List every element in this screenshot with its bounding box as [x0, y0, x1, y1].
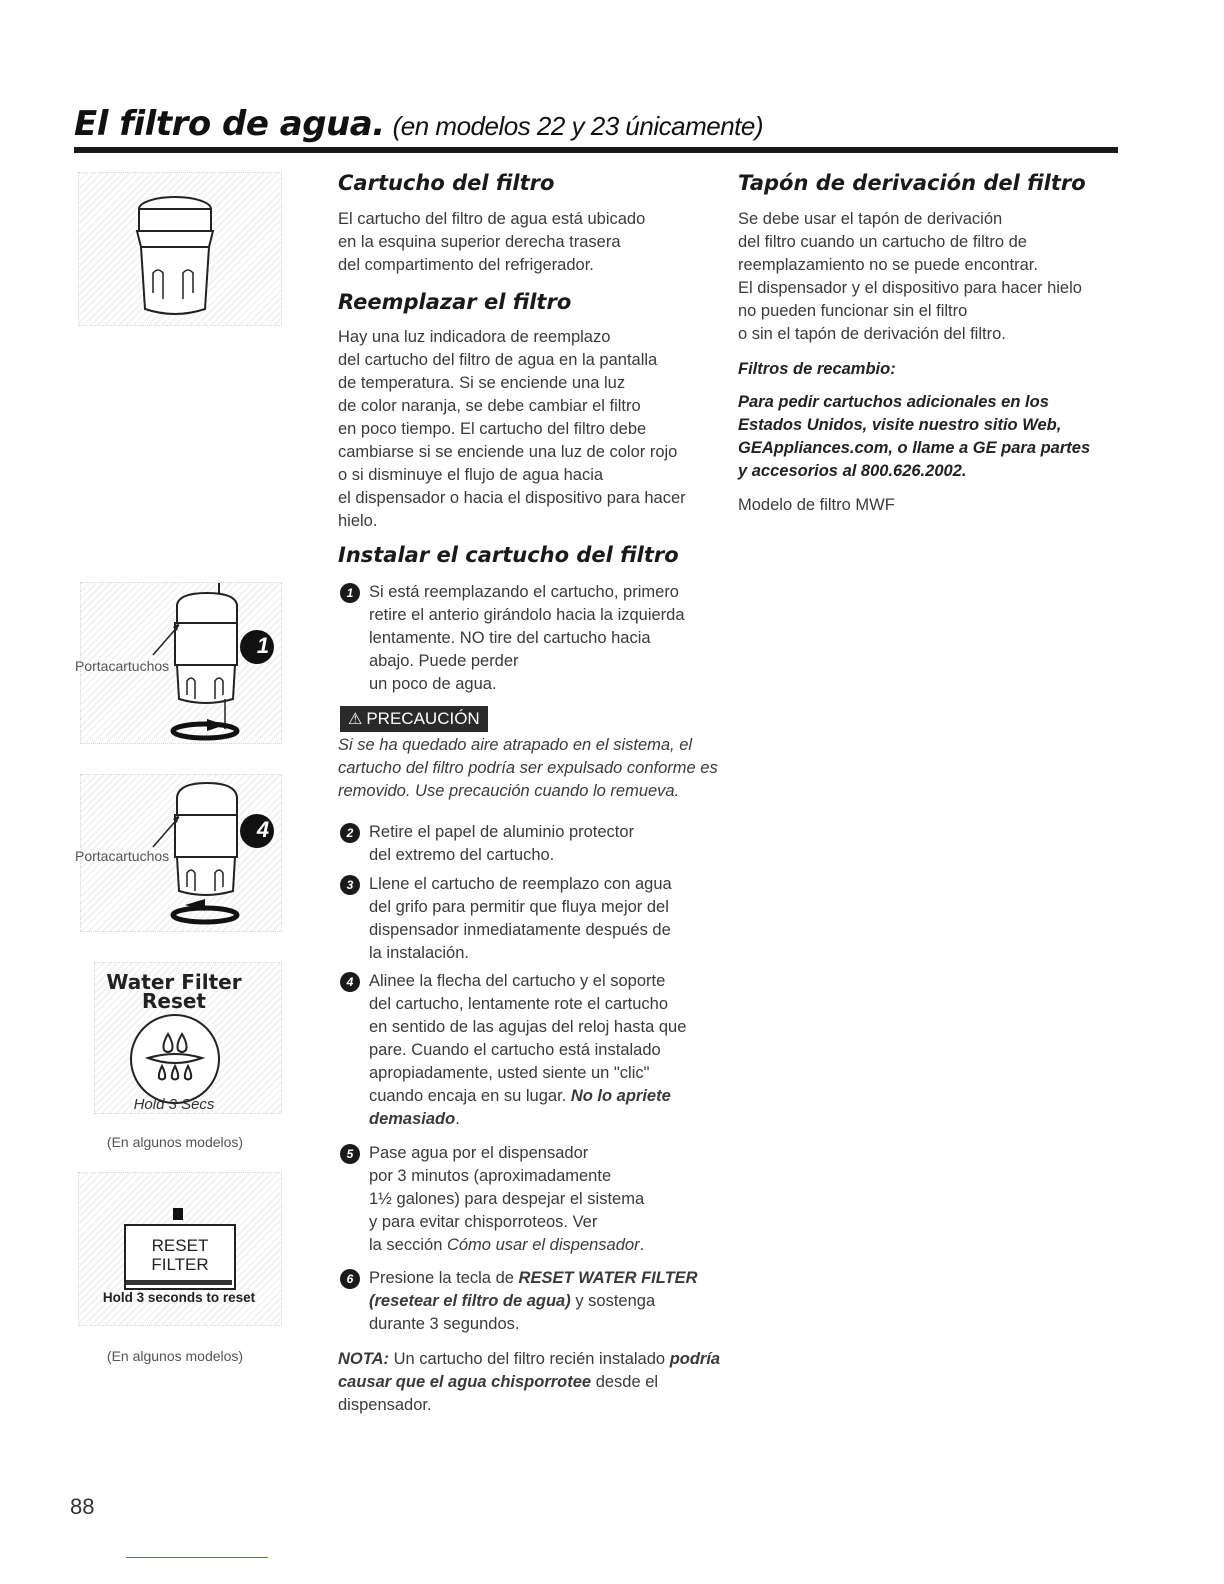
step-6-text	[369, 1267, 728, 1336]
caption-2: (En algunos modelos)	[106, 1348, 244, 1364]
cartridge-illustration	[78, 172, 282, 326]
step-number-4: 4	[340, 972, 360, 992]
caution-label: PRECAUCIÓN	[366, 709, 480, 728]
water-drops-icon[interactable]	[128, 1012, 222, 1106]
filtros-recambio-label: Filtros de recambio:	[738, 360, 896, 378]
caution-badge	[340, 706, 488, 732]
step-badge-4: 4	[256, 817, 270, 842]
heading-cartucho: Cartucho del filtro	[338, 171, 555, 195]
reset1-hold-label: Hold 3 Secs	[133, 1096, 215, 1113]
title-text: El filtro de agua.	[74, 104, 385, 144]
nota-emphasis: podría causar que el agua chisporrotee	[338, 1350, 721, 1391]
filter-model: Modelo de filtro MWF	[738, 496, 895, 514]
reset-filter-line1: RESET	[151, 1236, 209, 1255]
step-badge-1: 1	[256, 633, 270, 658]
step-number-6: 6	[340, 1269, 360, 1289]
step-number-3: 3	[340, 875, 360, 895]
step-number-5: 5	[340, 1144, 360, 1164]
reset-filter-line2: FILTER	[151, 1255, 209, 1274]
step-5-text-c: .	[639, 1236, 645, 1254]
heading-tapon: Tapón de derivación del filtro	[738, 171, 1086, 195]
install-step-1	[338, 581, 728, 696]
step-4-text	[369, 970, 728, 1131]
step-5-text	[369, 1142, 728, 1257]
warning-icon: ⚠	[348, 711, 363, 728]
filter-cartridge-icon	[79, 173, 281, 325]
step-4-text-c: .	[455, 1110, 460, 1128]
step-5-text-a: Pase agua por el dispensador por 3 minutos (aproximadamente 1½ galones) para despejar el sistema y para evitar chisporroteos. Ver la sección	[369, 1144, 645, 1254]
install-step-2	[338, 821, 728, 867]
indicator-light-icon	[173, 1208, 183, 1220]
reset2-hold-label: Hold 3 seconds to reset	[102, 1290, 256, 1305]
caution-block	[338, 706, 728, 803]
step-6-text-a: Presione la tecla de	[369, 1269, 514, 1287]
step-6-text-c: y sostenga durante 3 segundos.	[369, 1292, 656, 1333]
caption-1: (En algunos modelos)	[106, 1134, 244, 1150]
step-5-link-text: Cómo usar el dispensador	[446, 1236, 640, 1254]
nota-text-c: desde el dispensador.	[338, 1373, 659, 1414]
reemplazar-body: Hay una luz indicadora de reemplazo del cartucho del filtro de agua en la pantalla de temperatura. Si se enciende una luz de color naranja, se debe cambiar el filtro en poco tiempo. El cartucho del filtro debe cambiarse si se enciende una luz de color rojo o si disminuye el flujo de agua hacia el dispensador o hacia el dispositivo para hacer hielo.	[338, 328, 686, 530]
tapon-body: Se debe usar el tapón de derivación del filtro cuando un cartucho de filtro de reemplazamiento no se puede encontrar. El dispensador y el dispositivo para hacer hielo no pueden funcionar sin el filtro o sin el tapón de derivación del filtro.	[738, 210, 1082, 343]
cartucho-body: El cartucho del filtro de agua está ubicado en la esquina superior derecha trasera del compartimento del refrigerador.	[338, 210, 646, 274]
title-rule	[74, 147, 1118, 153]
install-step-5	[338, 1142, 728, 1257]
order-info: Para pedir cartuchos adicionales en los Estados Unidos, visite nuestro sitio Web, GEAppliances.com, o llame a GE para partes y accesorios al 800.626.2002.	[738, 393, 1091, 480]
install-step-3	[338, 873, 728, 965]
caution-text: Si se ha quedado aire atrapado en el sistema, el cartucho del filtro podría ser expulsado conforme es removido. Use precaución cuando lo remueva.	[338, 736, 718, 800]
nota-label: NOTA:	[338, 1350, 390, 1368]
page-title	[74, 104, 763, 144]
install-step-4	[338, 970, 728, 1131]
reset-filter-underline	[126, 1280, 232, 1285]
footer-line	[126, 1557, 268, 1558]
portacartuchos-label-1: Portacartuchos	[75, 658, 170, 674]
portacartuchos-label-2: Portacartuchos	[75, 848, 170, 864]
step-3-text: Llene el cartucho de reemplazo con agua del grifo para permitir que fluya mejor del dispensador inmediatamente después de la instalación.	[369, 875, 672, 962]
title-subtitle: (en modelos 22 y 23 únicamente)	[392, 111, 764, 141]
nota-text-a: Un cartucho del filtro recién instalado	[393, 1350, 666, 1368]
step-number-1: 1	[340, 583, 360, 603]
heading-reemplazar: Reemplazar el filtro	[338, 290, 572, 314]
step-2-text: Retire el papel de aluminio protector del extremo del cartucho.	[369, 823, 635, 864]
nota-block	[338, 1348, 728, 1417]
page-number: 88	[70, 1494, 95, 1519]
install-step-6	[338, 1267, 728, 1336]
step-4-text-a: Alinee la flecha del cartucho y el soporte del cartucho, lentamente rote el cartucho en sentido de las agujas del reloj hasta que pare. Cuando el cartucho está instalado apropiadamente, usted siente un "clic" cuando encaja en su lugar.	[369, 972, 687, 1105]
step-6-emphasis: RESET WATER FILTER (resetear el filtro de agua)	[369, 1269, 698, 1310]
step-1-text: Si está reemplazando el cartucho, primero retire el anterio girándolo hacia la izquierda lentamente. NO tire del cartucho hacia abajo. Puede perder un poco de agua.	[369, 583, 685, 693]
step-4-emphasis: No lo apriete demasiado	[369, 1087, 671, 1128]
heading-instalar: Instalar el cartucho del filtro	[338, 543, 679, 567]
reset1-title-2: Reset	[142, 989, 206, 1013]
step-number-2: 2	[340, 823, 360, 843]
reset1-title-1: Water Filter	[106, 970, 242, 994]
